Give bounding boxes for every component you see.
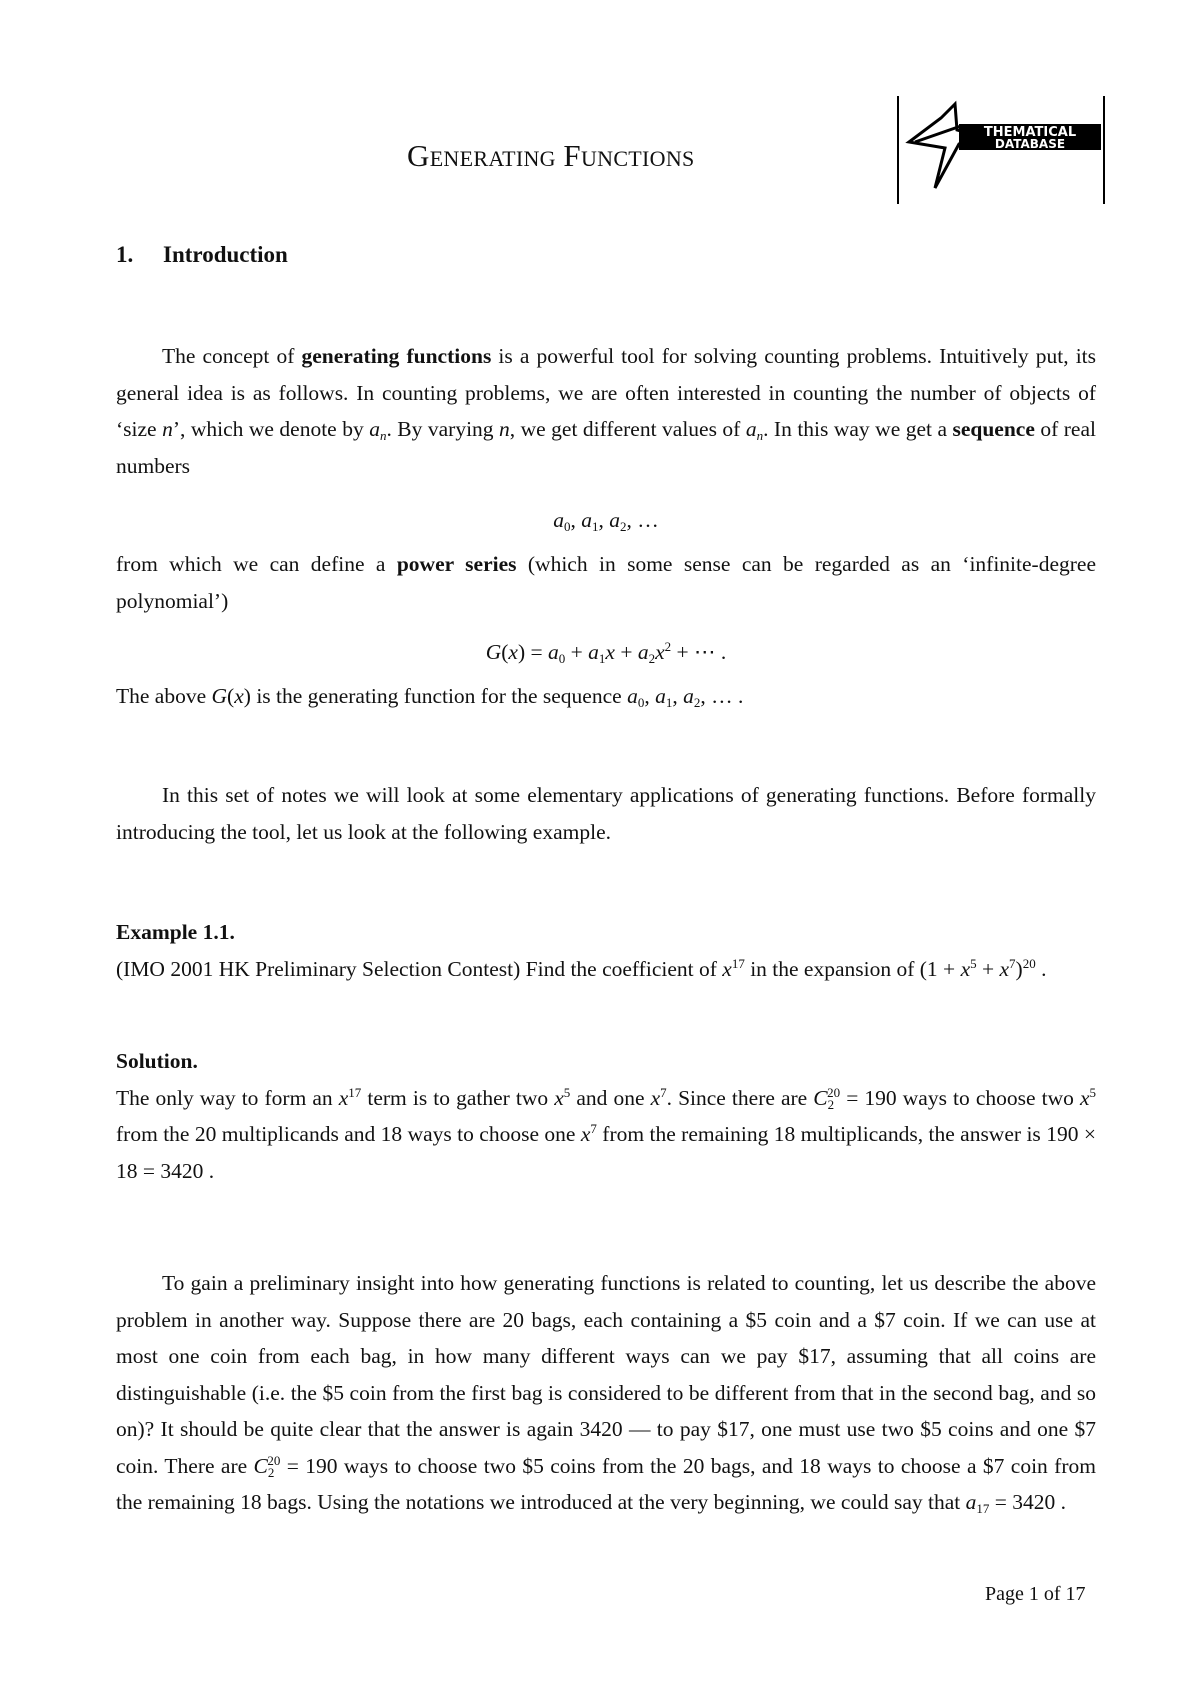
p2-text-2: (which in some sense can be regarded as an ‘infinite-degree polynomial’) — [116, 552, 1096, 613]
p1-text-4: . By varying — [386, 417, 500, 441]
p2-text-1: from which we can define a — [116, 552, 397, 576]
section-number: 1. — [116, 242, 134, 267]
p1-bold-sequence: sequence — [952, 417, 1035, 441]
title-initial-f: F — [563, 138, 581, 173]
p1-text-5: , we get different values of — [509, 417, 746, 441]
p1-text-2: is a powerful tool for solving counting problems. Intuitively put, its general idea is as follows. In counting problems, we are often interested in counting the number of objects of ‘size — [116, 344, 1097, 441]
example-block: Example 1.1. (IMO 2001 HK Preliminary Selection Contest) Find the coefficient of $x^{17}$ in the expansion of $(1 + x^5 + x^7)^{20}$ . — [116, 914, 1096, 987]
p4-text: In this set of notes we will look at some elementary applications of generating functions. Before formally introducing the tool, let us look at the following example. — [116, 783, 1096, 844]
p5-text-2: ways to choose two $5 coins from the 20 bags, and 18 ways to choose a $7 coin from the remaining 18 bags. Using the notations we introduced at the very beginning, we could say that — [116, 1453, 1096, 1514]
p1-bold-generating-functions: generating functions — [301, 344, 492, 368]
p3-text-1: The above — [116, 684, 212, 708]
notes-paragraph — [116, 777, 1096, 850]
solution-text-7: from the remaining 18 multiplicands, the answer is — [596, 1122, 1047, 1146]
solution-block: Solution. The only way to form an $x^{17}$ term is to gather two $x^5$ and one $x^7$. Since there are $C_2^{20} = 190$ ways to choose two $x^5$ from the 20 multiplicands and 18 ways to choose one $x^7$ from the remaining 18 multiplicands, the answer is 190 × 18 = 3420 . — [116, 1043, 1096, 1189]
solution-text-5: ways to choose two — [896, 1085, 1080, 1110]
section-heading — [116, 242, 288, 268]
solution-text-4: . Since there are — [666, 1085, 814, 1110]
example-text-2: in the expansion of — [744, 956, 920, 981]
p1-text-6: . In this way we get a — [763, 417, 953, 441]
generating-function-formula: $G(x) = a_0 + a_1x + a_2x^2$ + ⋯ . — [485, 639, 727, 666]
solution-text-2: term is to gather two — [361, 1085, 555, 1110]
document-title — [407, 138, 695, 174]
p5-text-1: To gain a preliminary insight into how generating functions is related to counting, let us describe the above problem in another way. Suppose there are 20 bags, each containing a $5 coin and a $7 coin. If we can use at most one coin from each bag, in how many different ways can we pay $17, assuming that all coins are distinguishable (i.e. the $5 coin from the first bag is considered to be different from that in the second bag, and so on)? It should be quite clear that the answer is again 3420 — to pay $17, one must use two $5 coins and one $7 coin. There are — [116, 1271, 1096, 1478]
p1-text-1: The concept of — [162, 344, 302, 368]
p2-bold-power-series: power series — [396, 552, 517, 576]
power-series-paragraph — [116, 546, 1096, 619]
title-initial-g: G — [407, 138, 430, 173]
insight-paragraph: To gain a preliminary insight into how generating functions is related to counting, let us describe the above problem in another way. Suppose there are 20 bags, each containing a $5 coin and a $7 coin. If we can use at most one coin from each bag, in how many different ways can we pay $17, assuming that all coins are distinguishable (i.e. the $5 coin from the first bag is considered to be different from that in the second bag, and so on)? It should be quite clear that the answer is again 3420 — to pay $17, one must use two $5 coins and one $7 coin. There are $C_2^{20} = 190$ ways to choose two $5 coins from the 20 bags, and 18 ways to choose a $7 coin from the remaining 18 bags. Using the notations we introduced at the very beginning, we could say that $a_{17} = 3420$ . — [116, 1271, 1096, 1516]
solution-text-1: The only way to form an — [116, 1085, 339, 1110]
solution-text-3: and one — [570, 1085, 651, 1110]
above-gx-paragraph: The above G(x) is the generating function for the sequence $a_0$, $a_1$, $a_2$, … . — [116, 684, 744, 710]
intro-paragraph: The concept of generating functions is a powerful tool for solving counting problems. Intuitively put, its general idea is as follows. In counting problems, we are often interested in counting the number of objects of ‘size n’, which we denote by $a_n$. By varying n, we get different values of $a_n$. In this way we get a sequence of real numbers — [116, 344, 1097, 478]
solution-heading: Solution. — [116, 1049, 198, 1073]
example-text-1: (IMO 2001 HK Preliminary Selection Contest) Find the coefficient of — [116, 956, 723, 981]
mathematical-database-logo — [897, 96, 1105, 204]
p3-text-2: is the generating function for the sequence — [250, 684, 628, 708]
solution-text-6: from the 20 multiplicands and 18 ways to choose one — [116, 1122, 581, 1146]
section-title: Introduction — [163, 242, 288, 267]
p1-text-3: ’, which we denote by — [172, 417, 370, 441]
p1-text-7: of real numbers — [116, 417, 1096, 478]
title-rest-2: UNCTIONS — [580, 146, 695, 171]
title-rest-1: ENERATING — [429, 146, 556, 171]
example-heading: Example 1.1. — [116, 920, 235, 944]
logo-text-1: THEMATICAL — [983, 125, 1077, 140]
sequence-formula: $a_0$, $a_1$, $a_2$, … — [553, 508, 659, 534]
page-number: Page 1 of 17 — [985, 1583, 1086, 1605]
logo-text-2: DATABASE — [994, 137, 1066, 151]
